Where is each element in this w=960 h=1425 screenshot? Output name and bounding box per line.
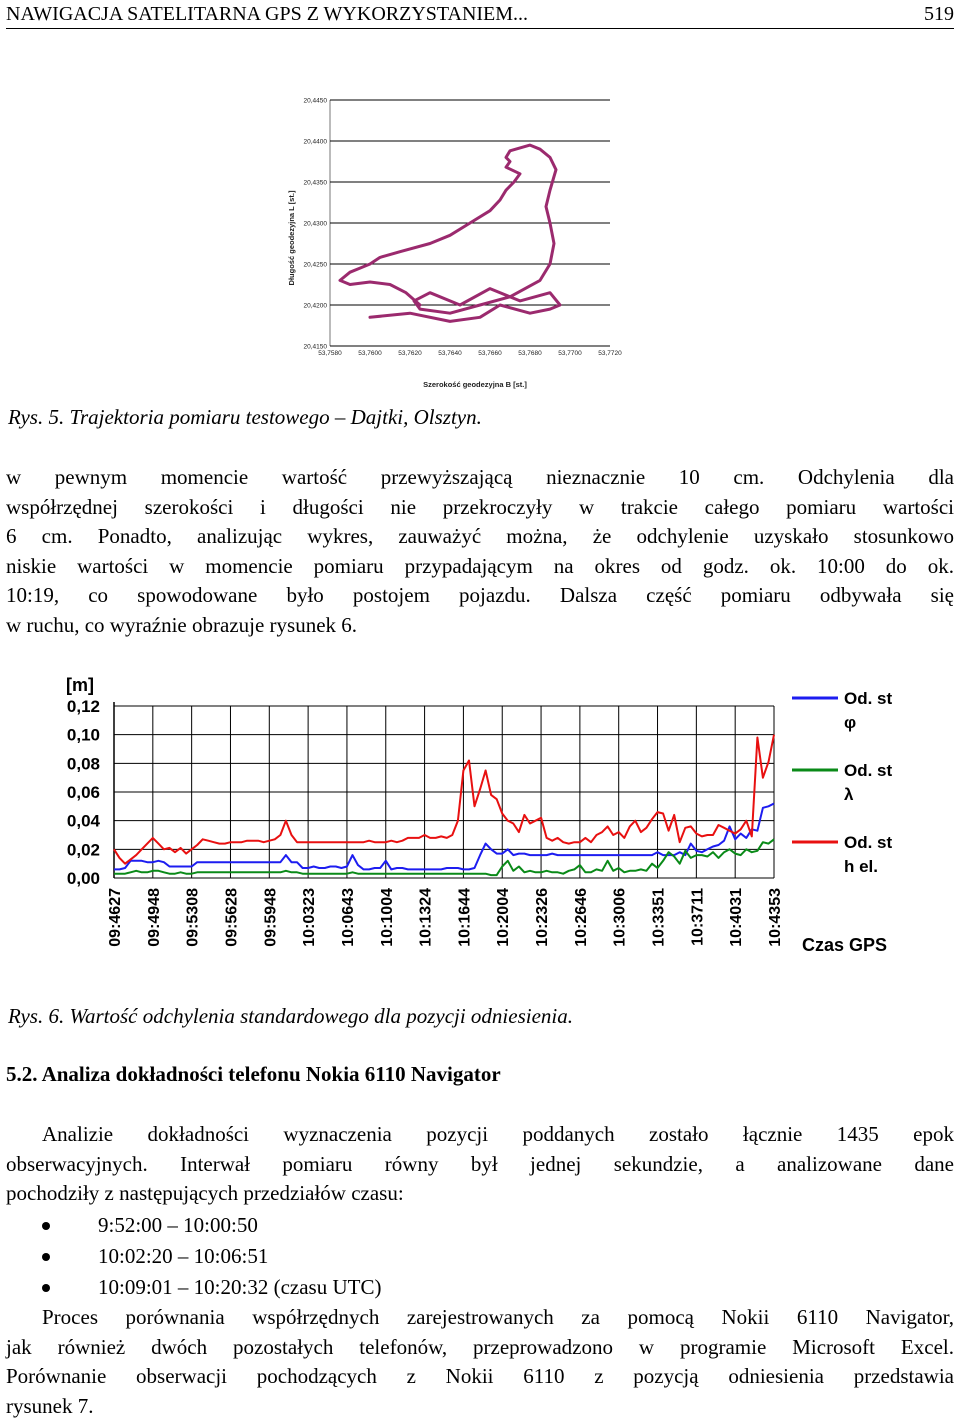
stddev-chart-ylabel: [m] [66, 675, 94, 695]
y-tick-label: 20,4400 [303, 138, 327, 146]
header-title: NAWIGACJA SATELITARNA GPS Z WYKORZYSTANIEM... [6, 3, 529, 25]
paragraph-line: pochodziły z następujących przedziałów czasu: [6, 1181, 404, 1205]
x-tick-label: 10:2004 [495, 888, 513, 947]
x-tick-label: 10:1004 [378, 888, 396, 947]
x-tick-label: 53,7720 [598, 350, 622, 357]
x-tick-label: 10:0643 [339, 888, 357, 947]
legend-label: h el. [844, 857, 879, 876]
trajectory-chart-ylabel: Długość geodezyjna L [st.] [287, 190, 296, 286]
figure5-caption: Rys. 5. Trajektoria pomiaru testowego – Dajtki, Olsztyn. [8, 405, 482, 429]
y-tick-label: 0,04 [66, 811, 100, 831]
paragraph-2 [6, 1120, 954, 1209]
paragraph-line: w ruchu, co wyraźnie obrazuje rysunek 6. [6, 612, 358, 637]
x-tick-label: 10:2326 [534, 888, 552, 947]
bullet-icon [42, 1222, 50, 1230]
x-tick-label: 53,7580 [318, 350, 342, 357]
x-tick-label: 09:5308 [184, 888, 202, 947]
list-item-text: 10:09:01 – 10:20:32 (czasu UTC) [98, 1275, 382, 1299]
bullet-icon [42, 1253, 50, 1261]
page-number: 519 [924, 3, 954, 25]
paragraph-line: Proces porównania współrzędnych zarejestrowanych za pomocą Nokii 6110 Navigator, [42, 1305, 954, 1329]
y-tick-label: 20,4300 [303, 220, 327, 228]
x-tick-label: 53,7680 [518, 350, 542, 357]
x-tick-label: 10:0323 [301, 888, 319, 947]
x-tick-label: 53,7660 [478, 350, 502, 357]
stddev-chart-xlabel: Czas GPS [802, 935, 888, 955]
paragraph-line: Porównanie obserwacji pochodzących z Nokii 6110 z pozycją odniesienia przedstawia [6, 1364, 954, 1388]
x-tick-label: 09:5628 [223, 888, 241, 947]
paragraph-1 [6, 463, 954, 640]
x-tick-label: 10:3006 [611, 888, 629, 947]
x-tick-label: 10:4353 [767, 888, 784, 947]
trajectory-line [340, 145, 560, 321]
paragraph-line: Analizie dokładności wyznaczenia pozycji poddanych zostało łącznie 1435 epok [42, 1122, 954, 1146]
legend-label: Od. st [844, 689, 893, 708]
stddev-chart [52, 668, 904, 973]
y-tick-label: 0,06 [66, 783, 100, 802]
x-tick-label: 10:2646 [572, 888, 590, 947]
x-tick-label: 09:4948 [145, 888, 163, 947]
y-tick-label: 0,08 [66, 754, 100, 774]
trajectory-chart [280, 88, 640, 393]
figure6-caption: Rys. 6. Wartość odchylenia standardowego dla pozycji odniesienia. [8, 1004, 574, 1028]
paragraph-line: 6 cm. Ponadto, analizując wykres, zauważyć można, że odchylenie uzyskało stosunkowo [6, 524, 954, 548]
y-tick-label: 0,10 [66, 725, 100, 745]
x-tick-label: 10:4031 [728, 888, 746, 947]
x-tick-label: 09:4627 [107, 888, 124, 947]
x-tick-label: 53,7600 [358, 350, 382, 357]
y-tick-label: 0,02 [66, 840, 100, 860]
list-item-text: 9:52:00 – 10:00:50 [98, 1213, 258, 1237]
paragraph-line: w pewnym momencie wartość przewyższającą nieznacznie 10 cm. Odchylenia dla [6, 465, 954, 489]
paragraph-line: współrzędnej szerokości i długości nie przekroczyły w trakcie całego pomiaru wartości [6, 494, 954, 519]
y-tick-label: 20,4450 [303, 97, 327, 105]
trajectory-chart-xlabel: Szerokość geodezyjna B [st.] [423, 380, 527, 389]
x-tick-label: 53,7640 [438, 350, 462, 357]
x-tick-label: 53,7620 [398, 350, 422, 357]
section-heading: 5.2. Analiza dokładności telefonu Nokia 6110 Navigator [6, 1062, 501, 1086]
paragraph-line: rysunek 7. [6, 1393, 94, 1418]
y-tick-label: 0,12 [66, 697, 100, 716]
paragraph-line: 10:19, co spowodowane było postojem pojazdu. Dalsza część pomiaru odbywała się [6, 583, 954, 607]
y-tick-label: 20,4250 [303, 261, 327, 269]
running-header [6, 0, 954, 29]
legend-label: λ [844, 785, 854, 804]
paragraph-3 [6, 1303, 954, 1421]
legend-label: φ [844, 713, 857, 732]
list-item-text: 10:02:20 – 10:06:51 [98, 1244, 269, 1268]
x-tick-label: 10:3711 [689, 888, 707, 946]
x-tick-label: 10:1644 [456, 888, 474, 947]
legend-label: Od. st [844, 761, 893, 780]
y-tick-label: 20,4350 [303, 179, 327, 187]
x-tick-label: 09:5948 [262, 888, 280, 947]
x-tick-label: 53,7700 [558, 350, 582, 357]
paragraph-line: obserwacyjnych. Interwał pomiaru równy był jednej sekundzie, a analizowane dane [6, 1151, 954, 1176]
x-tick-label: 10:3351 [650, 888, 668, 947]
y-tick-label: 0,00 [66, 869, 100, 888]
bullet-icon [42, 1284, 50, 1292]
paragraph-line: jak również dwóch pozostałych telefonów, przeprowadzono w programie Microsoft Excel. [6, 1334, 954, 1359]
y-tick-label: 20,4200 [303, 302, 327, 310]
x-tick-label: 10:1324 [417, 888, 435, 947]
paragraph-line: niskie wartości w momencie pomiaru przypadającym na okres od godz. ok. 10:00 do ok. [6, 553, 954, 578]
y-tick-label: 20,4150 [303, 343, 327, 351]
legend-label: Od. st [844, 833, 893, 852]
